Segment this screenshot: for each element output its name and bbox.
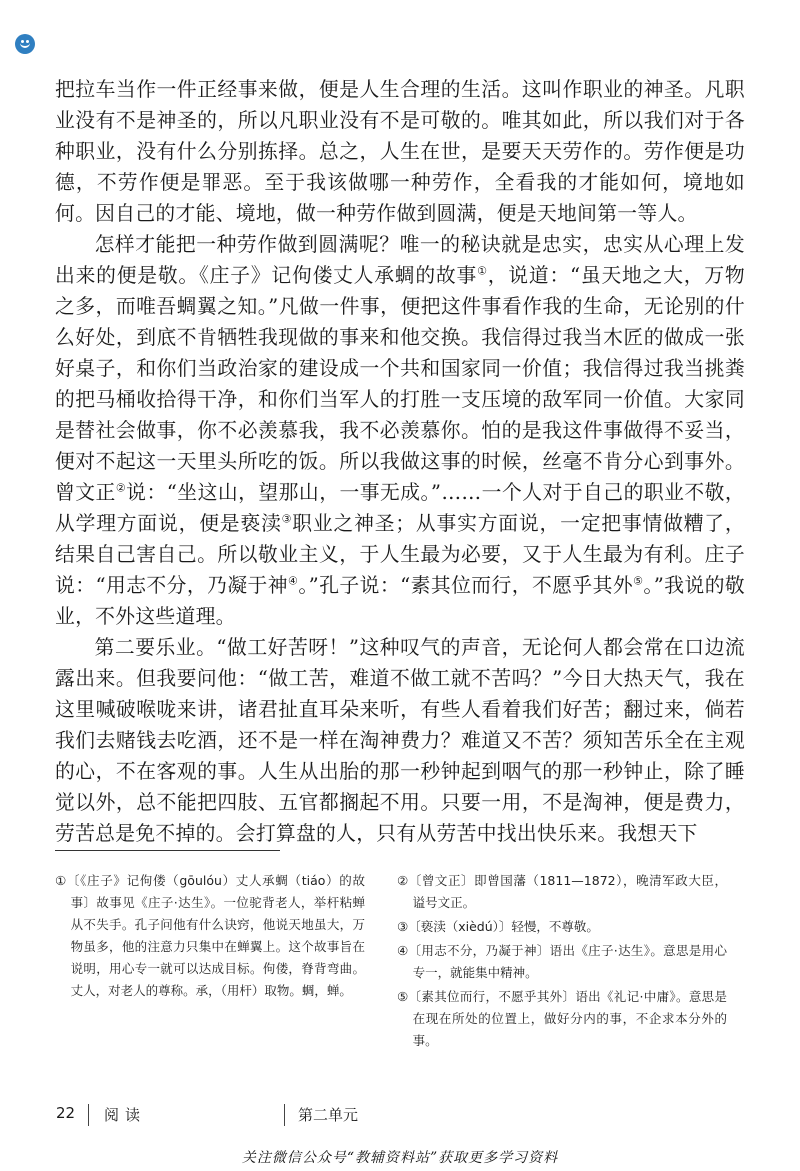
footnote-2: ②〔曾文正〕即曾国藩（1811—1872），晚清军政大臣，谥号文正。 [397,873,727,910]
footnote-divider [55,850,280,851]
main-text [55,74,745,849]
footnote-ref-4[interactable]: ④ [288,574,299,588]
footer-divider [88,1104,89,1126]
page-number: 22 [56,1104,76,1122]
unit-label: 第二单元 [298,1106,359,1124]
footnote-ref-3[interactable]: ③ [281,512,293,526]
footnote-ref-5[interactable]: ⑤ [633,574,644,588]
paragraph-2: 怎样才能把一种劳作做到圆满呢？唯一的秘诀就是忠实，忠实从心理上发出来的便是敬。《庄子》记佝偻丈人承蜩的故事①，说道：“虽天地之大，万物之多，而唯吾蜩翼之知。”凡做一件事，便把这件事看作我的生命，无论别的什么好处，到底不肯牺牲我现做的事来和他交换。我信得过我当木匠的做成一张好桌子，和你们当政治家的建设成一个共和国家同一价值；我信得过我当挑粪的把马桶收拾得干净，和你们当军人的打胜一支压境的敌军同一价值。大家同是替社会做事，你不必羡慕我，我不必羡慕你。怕的是我这件事做得不妥当，便对不起这一天里头所吃的饭。所以我做这事的时候，丝毫不肯分心到事外。曾文正②说：“坐这山，望那山，一事无成。”……一个人对于自己的职业不敬，从学理方面说，便是亵渎③职业之神圣；从事实方面说，一定把事情做糟了，结果自己害自己。所以敬业主义，于人生最为必要，又于人生最为有利。庄子说：“用志不分，乃凝于神④。”孔子说：“素其位而行，不愿乎其外⑤。”我说的敬业，不外这些道理。 [55,233,745,628]
footnote-1: ①〔《庄子》记佝偻（gōulóu）丈人承蜩（tiáo）的故事〕故事见《庄子·达生》。一位驼背老人，举杆粘蝉从不失手。孔子问他有什么诀窍，他说天地虽大，万物虽多，他的注意力只集中在蝉翼上。这个故事旨在说明，用心专一就可以达成目标。佝偻，脊背弯曲。丈人，对老人的尊称。承，（用杆）取物。蜩，蝉。 [55,873,365,998]
footnote-ref-2[interactable]: ② [115,481,127,495]
footnote-3: ③〔亵渎（xièdú）〕轻慢，不尊敬。 [397,919,599,934]
paragraph-3: 第二要乐业。“做工好苦呀！”这种叹气的声音，无论何人都会常在口边流露出来。但我要问他：“做工苦，难道不做工就不苦吗？”今日大热天气，我在这里喊破喉咙来讲，诸君扯直耳朵来听，有些人看着我们好苦；翻过来，倘若我们去赌钱去吃酒，还不是一样在淘神费力？难道又不苦？须知苦乐全在主观的心，不在客观的事。人生从出胎的那一秒钟起到咽气的那一秒钟止，除了睡觉以外，总不能把四肢、五官都搁起不用。只要一用，不是淘神，便是费力，劳苦总是免不掉的。会打算盘的人，只有从劳苦中找出快乐来。我想天下 [55,636,745,845]
footnote-5: ⑤〔素其位而行，不愿乎其外〕语出《礼记·中庸》。意思是在现在所处的位置上，做好分内的事，不企求本分外的事。 [397,989,727,1048]
footer-divider [284,1104,285,1126]
footnotes-right [397,870,727,1054]
section-label: 阅读 [104,1106,147,1124]
smiley-icon [15,34,35,54]
footnote-ref-1[interactable]: ① [477,264,488,278]
footnote-4: ④〔用志不分，乃凝于神〕语出《庄子·达生》。意思是用心专一，就能集中精神。 [397,943,727,980]
paragraph-1: 把拉车当作一件正经事来做，便是人生合理的生活。这叫作职业的神圣。凡职业没有不是神圣的，所以凡职业没有不是可敬的。唯其如此，所以我们对于各种职业，没有什么分别拣择。总之，人生在世，是要天天劳作的。劳作便是功德，不劳作便是罪恶。至于我该做哪一种劳作，全看我的才能如何，境地如何。因自己的才能、境地，做一种劳作做到圆满，便是天地间第一等人。 [55,78,745,225]
watermark-text: 关注微信公众号“教辅资料站”获取更多学习资料 [241,1150,559,1166]
footnotes-left [55,870,365,1004]
